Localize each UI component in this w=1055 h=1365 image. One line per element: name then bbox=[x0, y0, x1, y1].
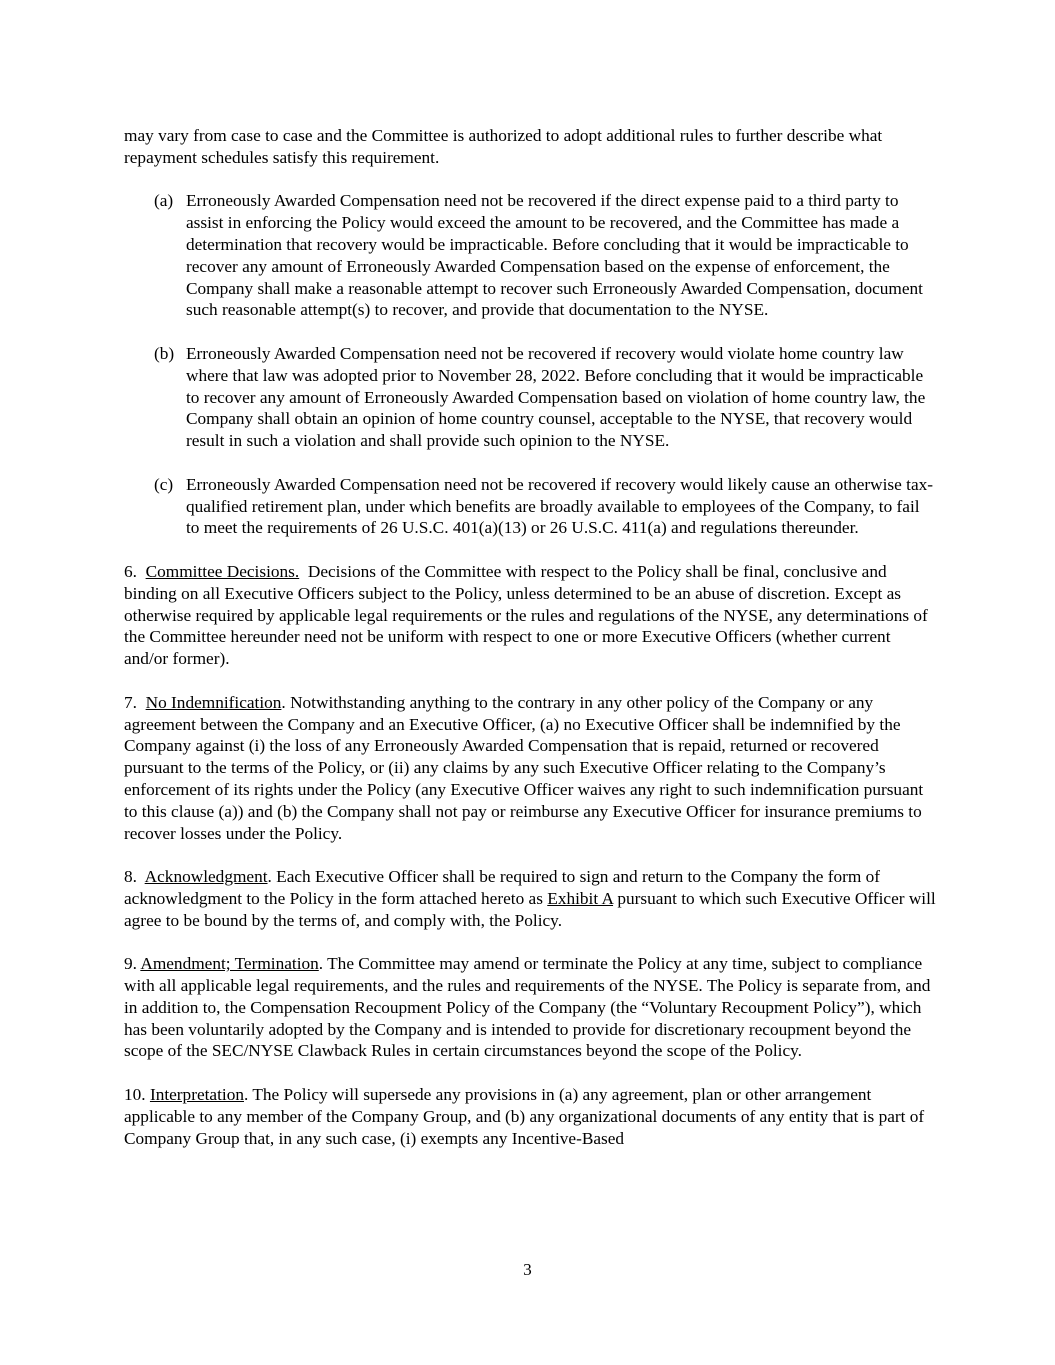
list-item-text: Erroneously Awarded Compensation need not be recovered if recovery would violate home country law where that law was adopted prior to November 28, 2022. Before concluding that it would be impracticable to recover any amount of Erroneously Awarded Compensation based on violation of home country law, the Company shall obtain an opinion of home country counsel, acceptable to the NYSE, that recovery would result in such a violation and shall provide such opinion to the NYSE. bbox=[186, 343, 926, 451]
section-10 bbox=[124, 1084, 936, 1149]
section-heading: No Indemnification bbox=[145, 692, 282, 712]
list-item-text: Erroneously Awarded Compensation need not be recovered if recovery would likely cause an otherwise tax-qualified retirement plan, under which benefits are broadly available to employees of the Company, to fail to meet the requirements of 26 U.S.C. 401(a)(13) or 26 U.S.C. 411(a) and regulations thereunder. bbox=[186, 474, 934, 538]
section-number: 6. bbox=[124, 561, 137, 581]
section-9 bbox=[124, 953, 936, 1062]
exhibit-reference: Exhibit A bbox=[547, 888, 614, 908]
document-page bbox=[124, 125, 936, 1171]
section-heading: Acknowledgment bbox=[144, 867, 268, 887]
list-item-label: (b) bbox=[154, 343, 175, 363]
section-heading: Amendment; Termination bbox=[140, 954, 319, 974]
section-number: 9. bbox=[124, 954, 137, 974]
section-6 bbox=[124, 561, 936, 670]
section-body: . Notwithstanding anything to the contrary in any other policy of the Company or any agreement between the Company and an Executive Officer, (a) no Executive Officer shall be indemnified by the Company against (i) the loss of any Erroneously Awarded Compensation that is repaid, returned or recovered pursuant to the terms of the Policy, or (ii) any claims by any such Executive Officer relating to the Company’s enforcement of its rights under the Policy (any Executive Officer waives any right to such indemnification pursuant to this clause (a)) and (b) the Company shall not pay or reimburse any Executive Officer for insurance premiums to recover losses under the Policy. bbox=[124, 692, 924, 843]
intro-paragraph: may vary from case to case and the Committee is authorized to adopt additional rules to further describe what repayment schedules satisfy this requirement. bbox=[124, 126, 883, 167]
section-body: . Each Executive Officer shall be required to sign and return to the Company the form of acknowledgment to the Policy in the form attached hereto as bbox=[124, 867, 881, 908]
list-item-b bbox=[124, 343, 936, 452]
section-heading: Committee Decisions. bbox=[145, 561, 300, 581]
section-body: Decisions of the Committee with respect to the Policy shall be final, conclusive and binding on all Executive Officers subject to the Policy, unless determined to be an abuse of discretion. Except as otherwise required by applicable legal requirements or the rules and regulations of the NYSE, any determinations of the Committee hereunder need not be uniform with respect to one or more Executive Officers (whether current and/or former). bbox=[124, 561, 928, 669]
section-7 bbox=[124, 692, 936, 845]
list-item-label: (a) bbox=[154, 191, 174, 211]
section-number: 8. bbox=[124, 867, 137, 887]
section-number: 7. bbox=[124, 692, 137, 712]
section-8 bbox=[124, 866, 936, 931]
section-body: . The Policy will supersede any provisions in (a) any agreement, plan or other arrangement applicable to any member of the Company Group, and (b) any organizational documents of any entity that is part of Company Group that, in any such case, (i) exempts any Incentive-Based bbox=[124, 1085, 925, 1148]
page-number: 3 bbox=[523, 1260, 532, 1279]
list-item-a bbox=[124, 190, 936, 321]
list-item-label: (c) bbox=[154, 474, 174, 494]
section-body: . The Committee may amend or terminate the Policy at any time, subject to compliance with all applicable legal requirements, and the rules and requirements of the NYSE. The Policy is separate from, and in addition to, the Compensation Recoupment Policy of the Company (the “Voluntary Recoupment Policy”), which has been voluntarily adopted by the Company and is intended to provide for discretionary recoupment beyond the scope of the SEC/NYSE Clawback Rules in certain circumstances beyond the scope of the Policy. bbox=[124, 954, 931, 1061]
section-number: 10. bbox=[124, 1085, 146, 1105]
list-item-c bbox=[124, 474, 936, 539]
section-heading: Interpretation bbox=[149, 1085, 244, 1105]
section-body-end: pursuant to which such Executive Officer will agree to be bound by the terms of, and comply with, the Policy. bbox=[124, 888, 936, 930]
list-item-text: Erroneously Awarded Compensation need not be recovered if the direct expense paid to a third party to assist in enforcing the Policy would exceed the amount to be recovered, and the Committee has made a determination that recovery would be impracticable. Before concluding that it would be impracticable to recover any amount of Erroneously Awarded Compensation based on the expense of enforcement, the Company shall make a reasonable attempt to recover such Erroneously Awarded Compensation, document such reasonable attempt(s) to recover, and provide that documentation to the NYSE. bbox=[186, 191, 923, 320]
